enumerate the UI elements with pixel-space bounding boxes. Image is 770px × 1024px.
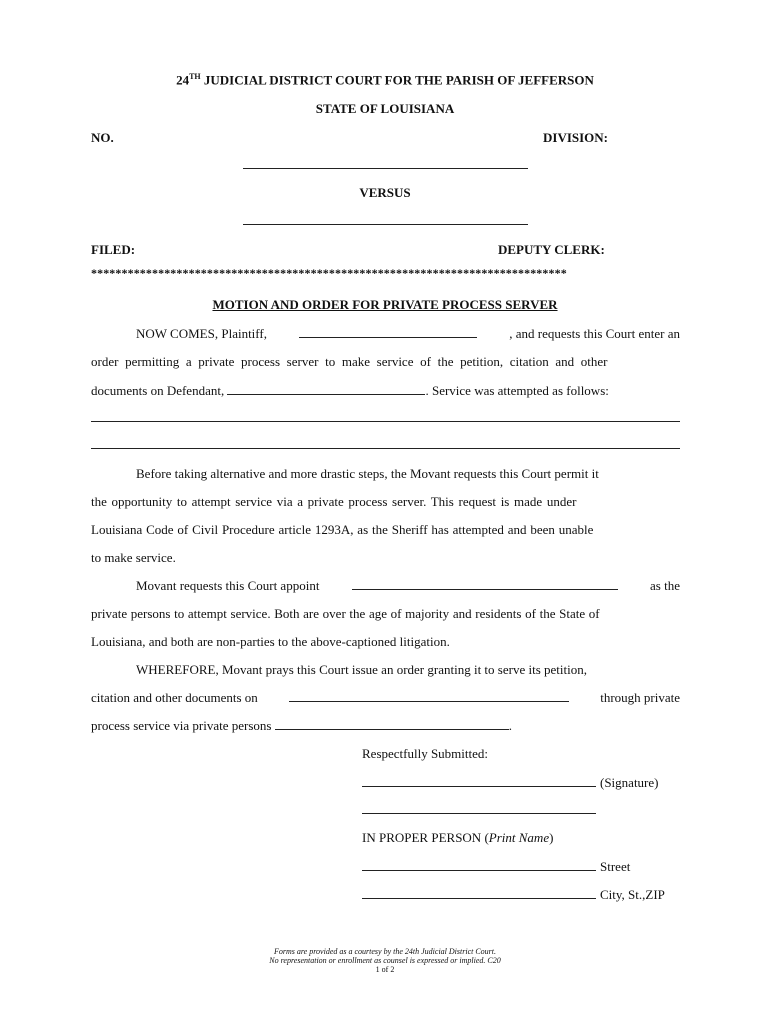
p1-text-a: NOW COMES, Plaintiff, xyxy=(136,326,267,341)
division-label: DIVISION: xyxy=(543,130,609,145)
service-attempt-line-1[interactable] xyxy=(91,421,680,422)
p1-text-b: , and requests this Court enter an xyxy=(509,326,680,341)
p4-line2 xyxy=(91,690,680,706)
p1-text-c: documents on Defendant, xyxy=(91,383,225,398)
document-title-text: MOTION AND ORDER FOR PRIVATE PROCESS SERVER xyxy=(212,297,558,312)
street-line[interactable] xyxy=(362,870,596,871)
in-proper-person-text: IN PROPER PERSON ( xyxy=(362,830,489,845)
p3-line2-text: private persons to attempt service. Both are over the age of majority and residents of the State of xyxy=(91,606,600,621)
close-paren: ) xyxy=(549,830,554,845)
city-state-zip-label: City, St.,ZIP xyxy=(600,887,665,902)
footer-courtesy: Forms are provided as a courtesy by the 24th Judicial District Court. xyxy=(273,947,497,956)
private-persons-blank[interactable] xyxy=(275,718,509,730)
p2-line2 xyxy=(91,494,680,510)
signature-label: (Signature) xyxy=(600,775,659,790)
court-number: 24 xyxy=(176,72,190,88)
print-name-line[interactable] xyxy=(362,813,596,814)
defendant-service-blank[interactable] xyxy=(289,690,569,702)
p1-line3 xyxy=(91,383,680,399)
p4-line1-text: WHEREFORE, Movant prays this Court issue an order granting it to serve its petition, xyxy=(136,662,587,677)
plaintiff-blank[interactable] xyxy=(299,326,477,338)
p1-line2-text: order permitting a private process server to make service of the petition, citation and other xyxy=(91,354,608,369)
p3-line3 xyxy=(91,634,680,650)
footer-disclaimer: No representation or enrollment as counsel is expressed or implied. C20 xyxy=(269,956,501,965)
p2-line4-text: to make service. xyxy=(91,550,176,565)
case-number-label: NO. xyxy=(91,130,114,145)
p4-text-b: through private xyxy=(600,690,680,705)
p3-line3-text: Louisiana, and both are non-parties to the above-captioned litigation. xyxy=(91,634,450,649)
p1-text-d: . Service was attempted as follows: xyxy=(425,383,609,398)
court-number-suffix: TH xyxy=(189,72,201,81)
plaintiff-name-line[interactable] xyxy=(243,168,528,169)
state-title: STATE OF LOUISIANA xyxy=(315,101,455,116)
respectfully-submitted: Respectfully Submitted: xyxy=(362,746,489,761)
separator-line: ****************************************************************************** xyxy=(91,266,567,280)
p3-text-b: as the xyxy=(650,578,680,593)
defendant-name-line[interactable] xyxy=(243,224,528,225)
p3-line2 xyxy=(91,606,680,622)
filed-label: FILED: xyxy=(91,242,136,257)
p2-line4 xyxy=(91,550,680,566)
p4-text-c: process service via private persons xyxy=(91,718,272,733)
p4-line1 xyxy=(136,662,680,678)
defendant-blank[interactable] xyxy=(227,383,425,395)
city-state-zip-line[interactable] xyxy=(362,898,596,899)
court-title xyxy=(0,72,770,88)
p2-line2-text: the opportunity to attempt service via a private process server. This request is made under xyxy=(91,494,577,509)
p3-line1 xyxy=(136,578,680,594)
signature-line[interactable] xyxy=(362,786,596,787)
print-name-text: Print Name xyxy=(488,830,550,845)
p3-text-a: Movant requests this Court appoint xyxy=(136,578,320,593)
p4-text-d: . xyxy=(508,718,512,733)
appointee-blank[interactable] xyxy=(352,578,618,590)
p2-line1 xyxy=(136,466,680,482)
page-number: 1 of 2 xyxy=(375,965,395,974)
street-label: Street xyxy=(600,859,631,874)
versus-label: VERSUS xyxy=(359,185,411,200)
p4-line3 xyxy=(91,718,680,734)
p4-text-a: citation and other documents on xyxy=(91,690,258,705)
service-attempt-line-2[interactable] xyxy=(91,448,680,449)
p1-line1 xyxy=(136,326,680,342)
p2-line3-text: Louisiana Code of Civil Procedure article 1293A, as the Sheriff has attempted and been unable xyxy=(91,522,594,537)
p1-line2 xyxy=(91,354,680,370)
court-name: JUDICIAL DISTRICT COURT FOR THE PARISH OF JEFFERSON xyxy=(200,72,594,88)
document-title xyxy=(0,297,770,313)
p2-line1-text: Before taking alternative and more drastic steps, the Movant requests this Court permit it xyxy=(136,466,599,481)
p2-line3 xyxy=(91,522,680,538)
deputy-clerk-label: DEPUTY CLERK: xyxy=(498,242,605,257)
in-proper-person-label xyxy=(362,830,553,846)
